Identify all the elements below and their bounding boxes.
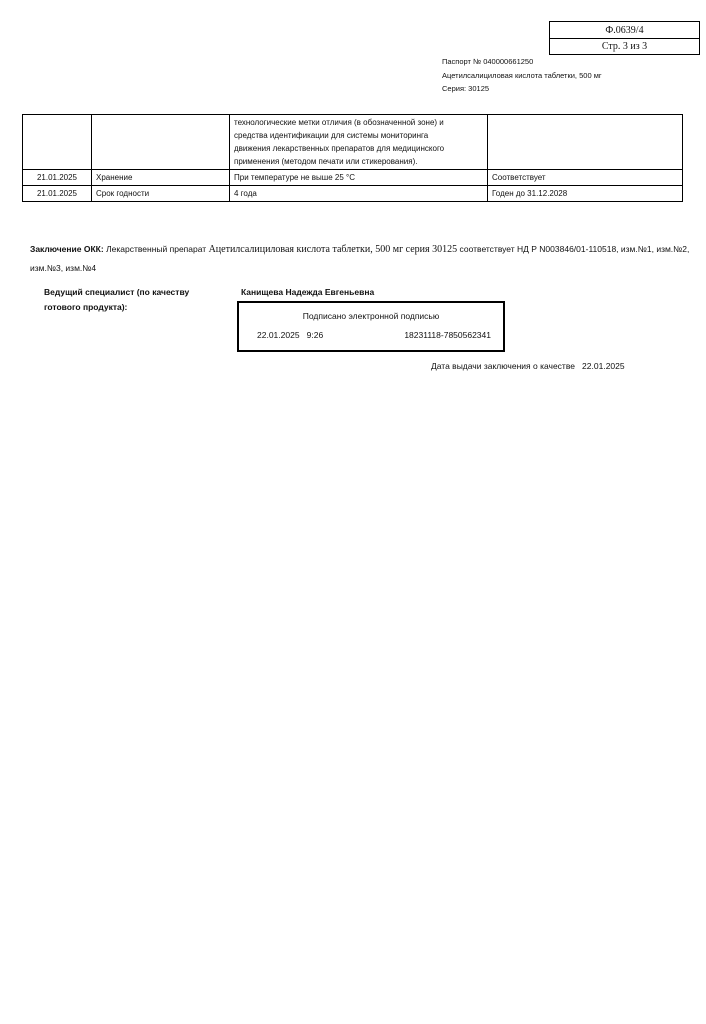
signature-datetime: 22.01.2025 9:26: [257, 330, 324, 340]
specialist-name: Канищева Надежда Евгеньевна: [241, 287, 375, 297]
row-requirement: технологические метки отличия (в обозначенной зоне) и средства идентификации для системы мониторинга движения лекарственных препаратов для медицинского применения (методом печати или стикерования).: [230, 115, 488, 170]
passport-number: Паспорт № 040000661250: [442, 57, 534, 66]
conclusion-product: Ацетилсалициловая кислота таблетки, 500 мг серия 30125: [208, 244, 458, 255]
conclusion-label: Заключение ОКК:: [30, 244, 104, 254]
row-parameter: Хранение: [92, 170, 230, 186]
row-requirement: 4 года: [230, 186, 488, 202]
form-code: Ф.0639/4: [550, 22, 699, 39]
row-result: [488, 115, 683, 170]
table-row: [23, 186, 683, 202]
conclusion-text-post: соответствует НД Р N003846/01-110518, изм.№1, изм.№2, изм.№3, изм.№4: [30, 244, 690, 273]
conclusion-text-pre: Лекарственный препарат: [106, 244, 207, 254]
qc-conclusion: [30, 240, 690, 278]
series-number: Серия: 30125: [442, 84, 490, 93]
row-result: Годен до 31.12.2028: [488, 186, 683, 202]
results-table: [22, 114, 683, 202]
page-number: Стр. 3 из 3: [601, 40, 648, 52]
row-requirement: При температуре не выше 25 °С: [230, 170, 488, 186]
row-date: 21.01.2025: [23, 170, 92, 186]
row-date: 21.01.2025: [23, 186, 92, 202]
product-name: Ацетилсалициловая кислота таблетки, 500 мг: [442, 71, 602, 80]
signature-title: Подписано электронной подписью: [302, 311, 440, 321]
table-row: [23, 115, 683, 170]
row-parameter: Срок годности: [92, 186, 230, 202]
form-code-box: [549, 21, 700, 55]
table-row: [23, 170, 683, 186]
issue-date: Дата выдачи заключения о качестве 22.01.2025: [431, 361, 625, 371]
signature-id: 18231118-7850562341: [404, 330, 491, 340]
electronic-signature-box: [237, 301, 505, 352]
specialist-role: Ведущий специалист (по качеству готового продукта):: [44, 287, 190, 312]
row-date: [23, 115, 92, 170]
row-parameter: [92, 115, 230, 170]
row-result: Соответствует: [488, 170, 683, 186]
